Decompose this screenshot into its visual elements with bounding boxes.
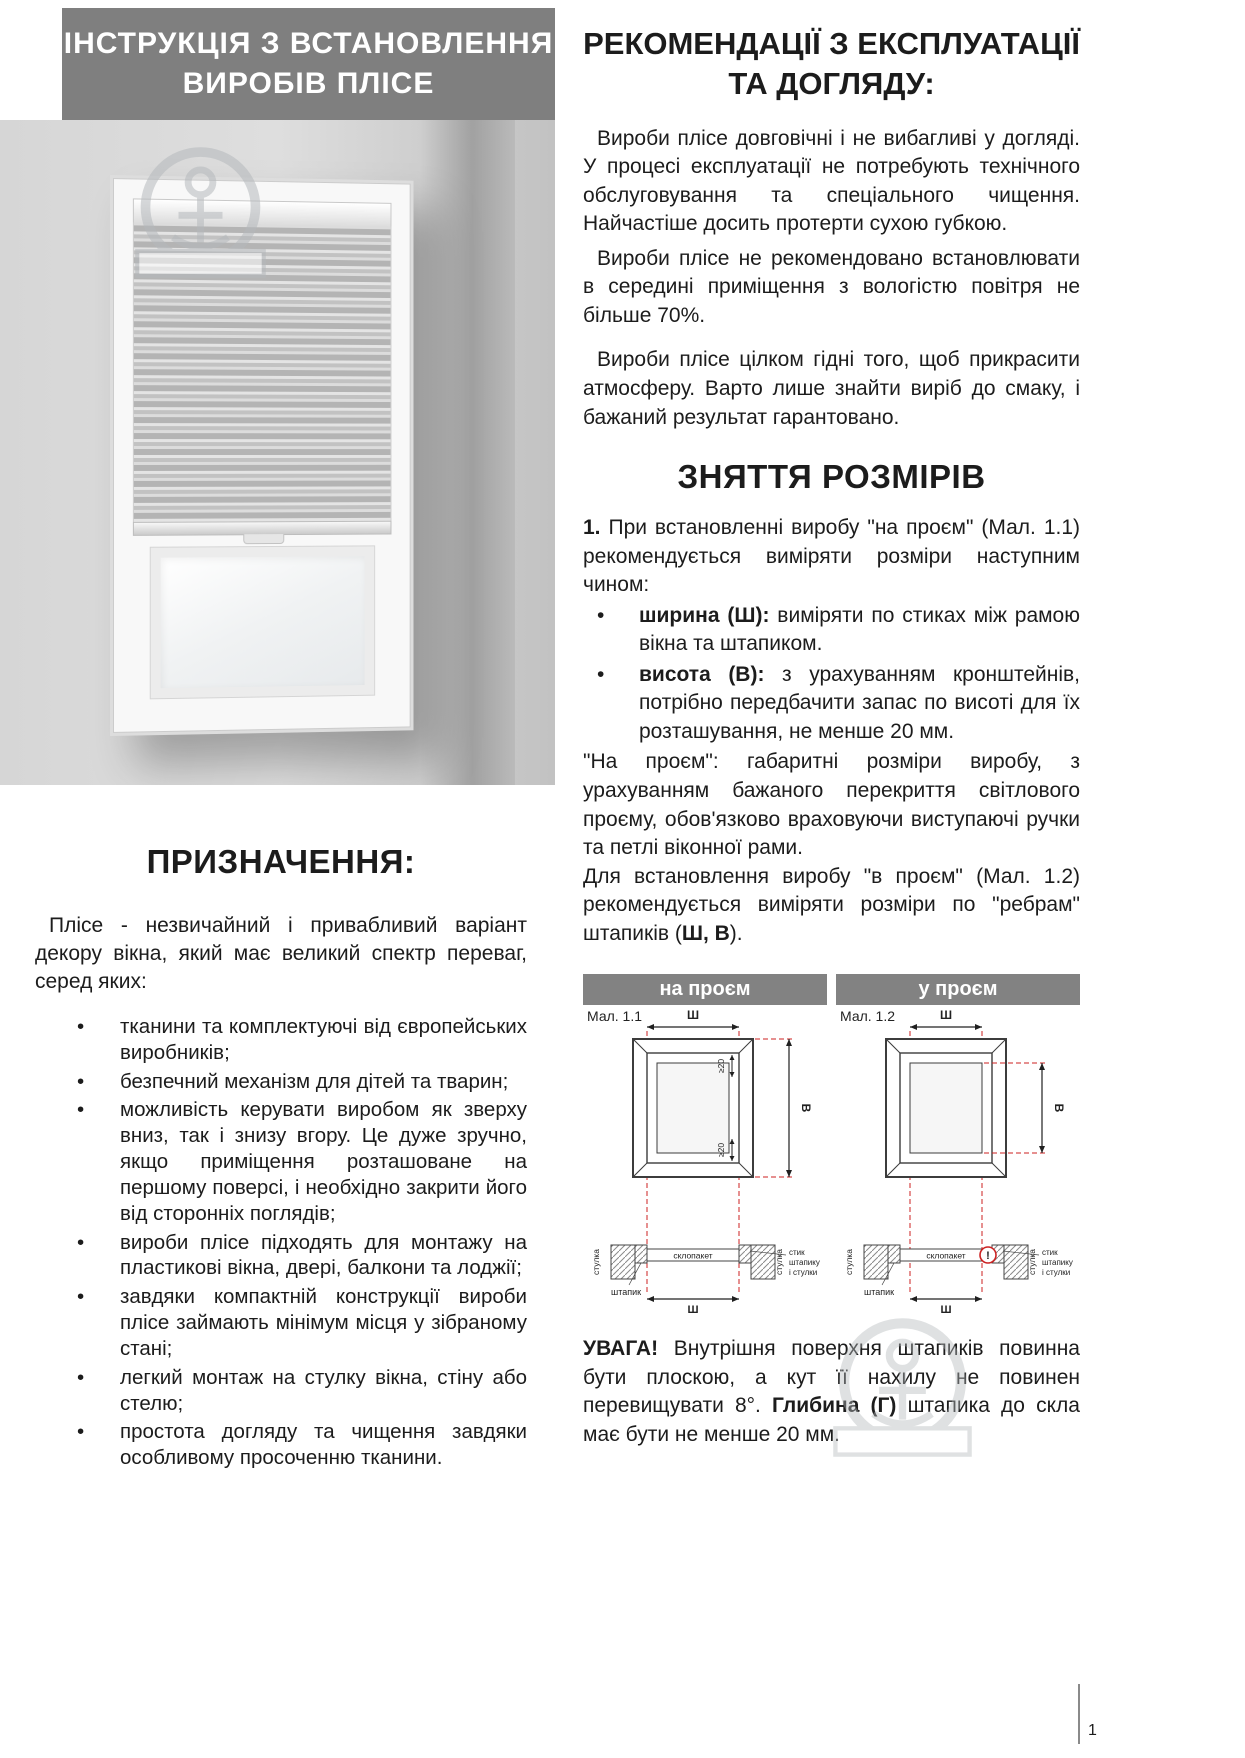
list-item: • простота догляду та чищення завдяки особливому просоченню тканини.: [35, 1419, 527, 1471]
width-bottom-label: Ш: [940, 1304, 952, 1317]
attention-lead: УВАГА!: [583, 1337, 659, 1361]
window-frame: [110, 175, 413, 736]
diagram-header: у проєм: [836, 974, 1080, 1005]
joint-label-line1: стик: [789, 1248, 805, 1258]
footer-divider: [1078, 1684, 1080, 1744]
page-number: 1: [1088, 1722, 1097, 1739]
list-item: • вироби плісе підходять для монтажу на пластикові вікна, двері, балкони та лоджії;: [35, 1230, 527, 1282]
joint-label-line3: і стулки: [789, 1268, 818, 1278]
v-proem-paragraph: [583, 863, 1080, 949]
wall-shadow: [420, 120, 515, 785]
attention-text-1: Внутрішня поверхня штапиків повинна бути плоскою, а кут її нахилу не повинен перевищувати 8°.: [583, 1337, 1080, 1418]
v-proem-end: ).: [729, 921, 743, 945]
list-item: • легкий монтаж на стулку вікна, стіну або стелю;: [35, 1365, 527, 1417]
window-diagram-na-proem: [583, 1005, 827, 1317]
purpose-heading: ПРИЗНАЧЕННЯ:: [146, 843, 416, 880]
blind-handle: [243, 534, 284, 544]
measure-width-text: виміряти по стиках між рамою вікна та штапиком.: [639, 603, 1080, 656]
list-item: • можливість керувати виробом як зверху вниз, так і знизу вгору. Це дуже зручно, якщо приміщення розташоване на першому поверсі, і необхідно закрити його від сторонніх поглядів;: [35, 1097, 527, 1226]
joint-label-line1: стик: [1042, 1248, 1058, 1258]
bead-label: штапик: [611, 1287, 642, 1298]
clearance-top-label: ≥20: [716, 1059, 726, 1074]
purpose-intro: Плісе - незвичайний і привабливий варіант декору вікна, який має великий спектр переваг, серед яких:: [35, 914, 527, 993]
blind-illustration: [0, 120, 555, 785]
v-proem-text: Для встановлення виробу "в проєм" (Мал. 1.2) рекомендується виміряти розміри по "ребрам" штапиків (: [583, 864, 1080, 945]
diagrams-row: [583, 974, 1080, 1317]
attention-text-2: штапика до скла має бути не менше 20 мм.: [583, 1394, 1080, 1446]
care-paragraph-3: Вироби плісе цілком гідні того, щоб прикрасити атмосферу. Варто лише знайти виріб до смаку, і бажаний результат гарантовано.: [583, 348, 1080, 429]
warning-exclamation: !: [986, 1250, 990, 1263]
attention-paragraph: [583, 1335, 1080, 1449]
sash-left-label: стулка: [591, 1249, 601, 1276]
list-item: • тканини та комплектуючі від європейських виробників;: [35, 1014, 527, 1066]
clearance-bottom-label: ≥20: [716, 1143, 726, 1158]
measure-width-label: ширина (Ш):: [639, 603, 770, 627]
width-bottom-label: Ш: [687, 1304, 699, 1317]
joint-label-line2: штапику: [1042, 1258, 1073, 1268]
attention-bold: Глибина (Г): [772, 1394, 897, 1418]
diagram-u-proem: [836, 974, 1080, 1317]
joint-label-line2: штапику: [789, 1258, 820, 1268]
figure-label: Мал. 1.2: [840, 1008, 896, 1025]
left-header: [62, 8, 555, 120]
care-heading-line2: ТА ДОГЛЯДУ:: [728, 66, 935, 102]
left-header-line1: ІНСТРУКЦІЯ З ВСТАНОВЛЕННЯ: [63, 27, 554, 60]
left-header-line2: ВИРОБІВ ПЛІСЕ: [182, 67, 435, 100]
measure-height-text: з урахуванням кронштейнів, потрібно передбачити запас по висоті для їх розташування, не менше 20 мм.: [639, 662, 1080, 743]
pleated-shade: [133, 222, 392, 522]
diagram-header: на проєм: [583, 974, 827, 1005]
sizes-heading: ЗНЯТТЯ РОЗМІРІВ: [677, 458, 986, 496]
sash-right-label: стулка: [1027, 1249, 1037, 1276]
glazing-label: склопакет: [926, 1250, 966, 1261]
figure-label: Мал. 1.1: [587, 1008, 643, 1025]
glazing-label: склопакет: [673, 1250, 713, 1261]
blind-bottom-rail: [133, 521, 392, 536]
window-sash: [133, 198, 392, 712]
height-dimension-label: В: [799, 1103, 813, 1113]
diagram-na-proem: [583, 974, 827, 1317]
list-item: • завдяки компактній конструкції вироби плісе займають мінімум місця у зібраному стані;: [35, 1284, 527, 1361]
sash-right-label: стулка: [774, 1249, 784, 1276]
care-heading-line1: РЕКОМЕНДАЦІЇ З ЕКСПЛУАТАЦІЇ: [583, 26, 1080, 61]
width-dimension-label: Ш: [939, 1008, 953, 1023]
sash-left-label: стулка: [844, 1249, 854, 1276]
care-paragraph-2: Вироби плісе не рекомендовано встановлювати в середині приміщення з вологістю повітря не більше 70%.: [583, 246, 1080, 327]
width-dimension-label: Ш: [686, 1008, 700, 1023]
step-text: При встановленні виробу "на проєм" (Мал. 1.1) рекомендується виміряти розміри наступним чином:: [583, 516, 1080, 597]
list-item: [583, 602, 1080, 659]
care-paragraph-1: Вироби плісе довговічні і не вибагливі у догляді. У процесі експлуатації не потребують технічного обслуговування та спеціального чищення. Найчастіше досить протерти сухою губкою.: [583, 126, 1080, 236]
v-proem-bold: Ш, В: [681, 921, 730, 945]
window-diagram-u-proem: [836, 1005, 1080, 1317]
glass-pane: [151, 546, 374, 698]
height-dimension-label: В: [1052, 1103, 1066, 1113]
step-number: 1.: [583, 516, 601, 540]
list-item: • безпечний механізм для дітей та тварин;: [35, 1069, 527, 1095]
measure-step-1: [583, 514, 1080, 600]
measure-height-label: висота (В):: [639, 662, 765, 686]
bead-label: штапик: [864, 1287, 895, 1298]
list-item: [583, 661, 1080, 747]
na-proem-paragraph: "На проєм": габаритні розміри виробу, з урахуванням бажаного перекриття світлового проєму, обов'язково враховуючи виступаючі ручки та петлі віконної рами.: [583, 750, 1080, 860]
care-heading: [583, 24, 1080, 105]
right-column: [583, 24, 1080, 1449]
purpose-list: [35, 1014, 527, 1474]
joint-label-line3: і стулки: [1042, 1268, 1071, 1278]
measure-list: [583, 602, 1080, 747]
